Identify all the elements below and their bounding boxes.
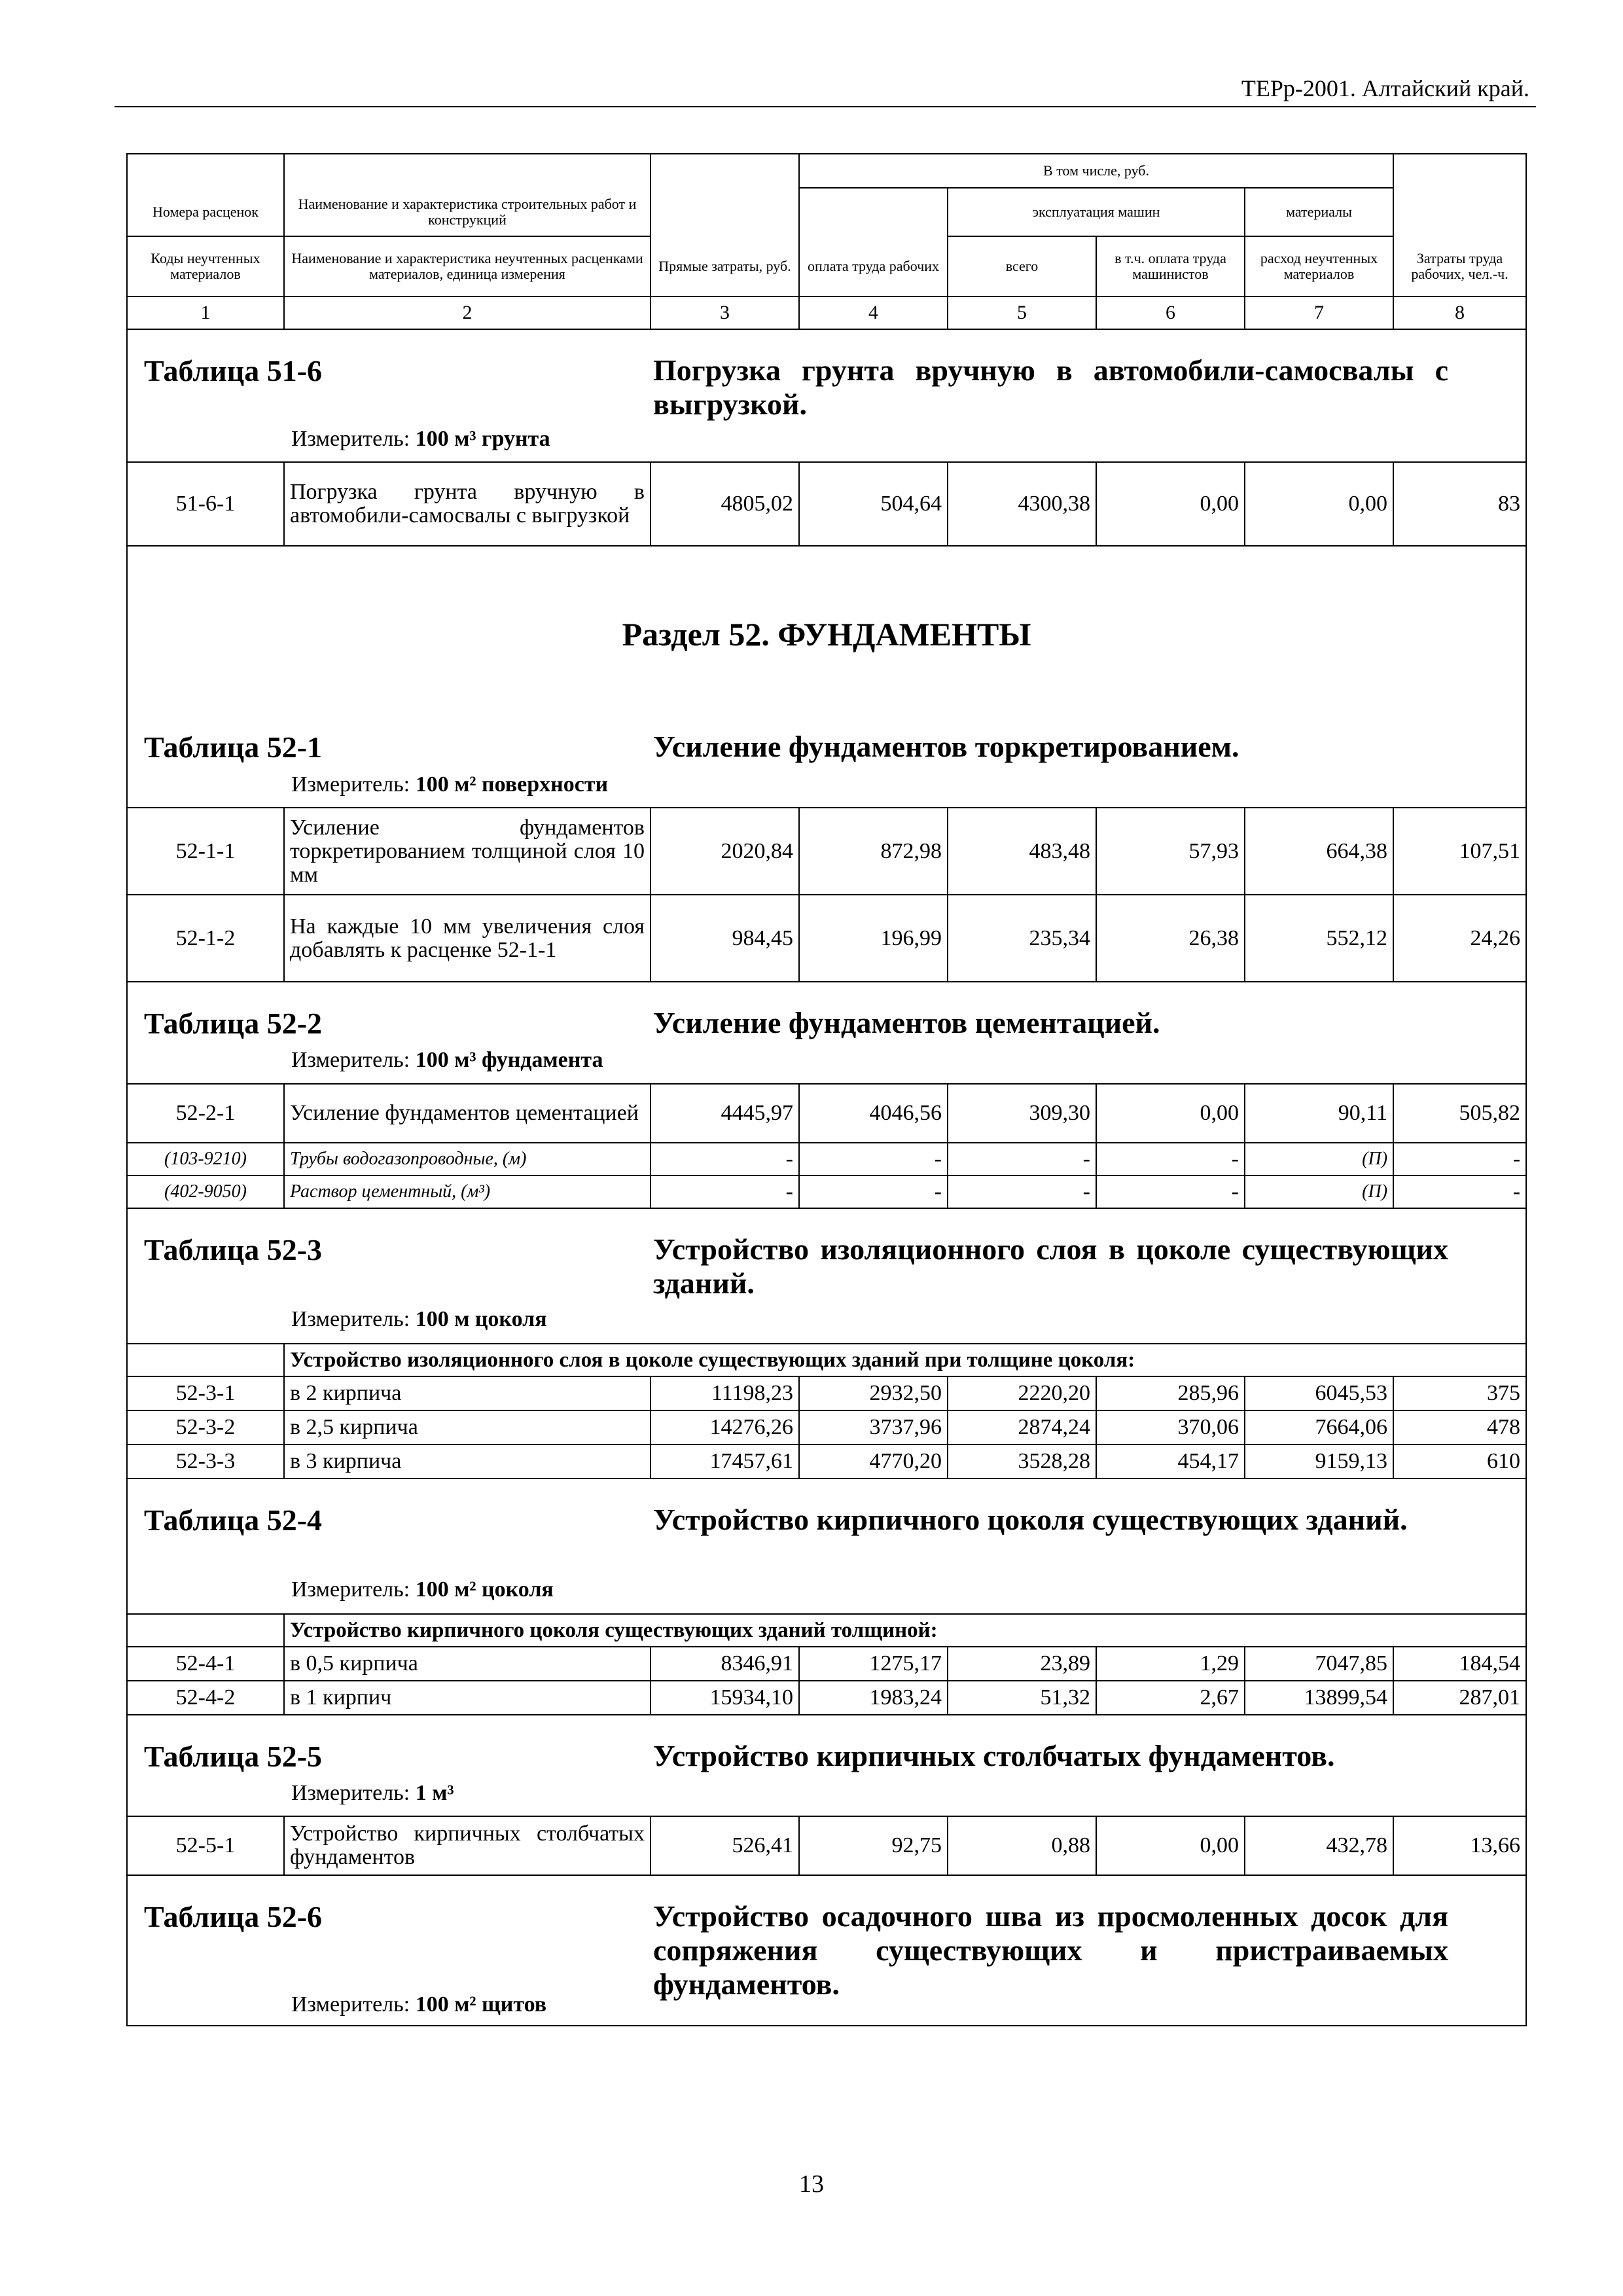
table-title: Таблица 52-2 — [144, 1007, 323, 1040]
table-row: 52-3-3 в 3 кирпича 17457,61 4770,20 3528,28 454,17 9159,13 610 — [127, 1444, 1526, 1479]
column-number: 1 — [127, 296, 284, 329]
table-row: 52-4-2 в 1 кирпич 15934,10 1983,24 51,32 2,67 13899,54 287,01 — [127, 1681, 1526, 1715]
header-cell — [284, 154, 651, 188]
table-title: Таблица 52-3 — [144, 1233, 323, 1266]
table-title: Таблица 52-5 — [144, 1740, 323, 1773]
material-row: (402-9050) Раствор цементный, (м³) - - - - (П) - — [127, 1175, 1526, 1208]
header-rate-numbers: Номера расценок — [127, 188, 284, 236]
table-name: Устройство кирпичного цоколя существующих зданий. — [653, 1503, 1408, 1536]
table-52-3-header — [127, 1208, 1526, 1344]
header-operators-pay: в т.ч. оплата труда машинистов — [1096, 236, 1245, 296]
section-title: Раздел 52. ФУНДАМЕНТЫ — [622, 616, 1031, 653]
section-block — [127, 546, 1526, 808]
header-work-name: Наименование и характеристика строительных работ и конструкций — [284, 188, 651, 236]
table-row: 52-1-2 На каждые 10 мм увеличения слоя добавлять к расценке 52-1-1 984,45 196,99 235,34 26,38 552,12 24,26 — [127, 895, 1526, 982]
table-name: Устройство кирпичных столбчатых фундаментов. — [653, 1739, 1335, 1772]
page-number: 13 — [799, 2170, 824, 2198]
header-material-names: Наименование и характеристика неучтенных расценками материалов, единица измерения — [284, 236, 651, 296]
table-52-2-header — [127, 982, 1526, 1084]
table-row: 52-2-1 Усиление фундаментов цементацией 4445,97 4046,56 309,30 0,00 90,11 505,82 — [127, 1084, 1526, 1143]
table-title: Таблица 52-6 — [144, 1900, 323, 1933]
column-number: 2 — [284, 296, 651, 329]
header-machines: эксплуатация машин — [948, 188, 1245, 236]
table-measure: Измеритель: 1 м³ — [291, 1781, 454, 1805]
table-title: Таблица 52-4 — [144, 1503, 323, 1537]
header-machines-total: всего — [948, 236, 1096, 296]
table-name: Устройство осадочного шва из просмоленных досок для сопряжения существующих и пристраиваемых фундаментов. — [653, 1899, 1448, 2001]
table-title: Таблица 51-6 — [144, 354, 323, 387]
header-material-codes: Коды неучтенных материалов — [127, 236, 284, 296]
header-cell — [799, 188, 948, 236]
header-cell — [651, 154, 799, 188]
header-cell — [1393, 154, 1526, 188]
header-incl: В том числе, руб. — [799, 154, 1393, 188]
header-cell — [1393, 188, 1526, 236]
table-52-5-header — [127, 1715, 1526, 1816]
table-row: 52-3-2 в 2,5 кирпича 14276,26 3737,96 2874,24 370,06 7664,06 478 — [127, 1410, 1526, 1444]
table-title: Таблица 52-1 — [144, 730, 323, 764]
document-title: ТЕРр-2001. Алтайский край. — [1241, 75, 1529, 101]
table-row: 52-3-1 в 2 кирпича 11198,23 2932,50 2220,20 285,96 6045,53 375 — [127, 1376, 1526, 1410]
header-labor-hours: Затраты труда рабочих, чел.-ч. — [1393, 236, 1526, 296]
column-number: 7 — [1245, 296, 1393, 329]
table-name: Погрузка грунта вручную в автомобили-самосвалы с выгрузкой. — [653, 353, 1448, 421]
table-52-4-header — [127, 1479, 1526, 1614]
header-direct-costs: Прямые затраты, руб. — [651, 236, 799, 296]
table-measure: Измеритель: 100 м³ фундамента — [291, 1048, 603, 1072]
header-unaccounted-materials: расход неучтенных материалов — [1245, 236, 1393, 296]
column-number: 4 — [799, 296, 948, 329]
table-measure: Измеритель: 100 м цоколя — [291, 1307, 547, 1331]
material-row: (103-9210) Трубы водогазопроводные, (м) - - - - (П) - — [127, 1143, 1526, 1175]
table-name: Устройство изоляционного слоя в цоколе существующих зданий. — [653, 1232, 1448, 1300]
table-row: 51-6-1 Погрузка грунта вручную в автомобили-самосвалы с выгрузкой 4805,02 504,64 4300,38 0,00 0,00 83 — [127, 462, 1526, 546]
header-cell — [651, 188, 799, 236]
table-row: 52-4-1 в 0,5 кирпича 8346,91 1275,17 23,89 1,29 7047,85 184,54 — [127, 1647, 1526, 1681]
table-measure: Измеритель: 100 м² щитов — [291, 1992, 547, 2017]
table-51-6-header — [127, 329, 1526, 462]
header-materials: материалы — [1245, 188, 1393, 236]
table-52-6-header — [127, 1875, 1526, 2026]
table-row: 52-1-1 Усиление фундаментов торкретированием толщиной слоя 10 мм 2020,84 872,98 483,48 57,93 664,38 107,51 — [127, 808, 1526, 895]
table-name: Усиление фундаментов торкретированием. — [653, 730, 1240, 763]
column-number: 3 — [651, 296, 799, 329]
column-number: 8 — [1393, 296, 1526, 329]
table-measure: Измеритель: 100 м² поверхности — [291, 772, 609, 797]
page-header — [115, 73, 1536, 107]
column-number: 6 — [1096, 296, 1245, 329]
header-labor-pay: оплата труда рабочих — [799, 236, 948, 296]
rates-table — [126, 153, 1525, 2026]
header-cell — [127, 154, 284, 188]
group-heading: Устройство изоляционного слоя в цоколе существующих зданий при толщине цоколя: — [284, 1344, 1526, 1376]
table-measure: Измеритель: 100 м² цоколя — [291, 1577, 554, 1602]
column-number: 5 — [948, 296, 1096, 329]
table-measure: Измеритель: 100 м³ грунта — [291, 427, 550, 451]
group-heading: Устройство кирпичного цоколя существующих зданий толщиной: — [284, 1614, 1526, 1647]
table-name: Усиление фундаментов цементацией. — [653, 1006, 1160, 1039]
table-row: 52-5-1 Устройство кирпичных столбчатых фундаментов 526,41 92,75 0,88 0,00 432,78 13,66 — [127, 1816, 1526, 1875]
